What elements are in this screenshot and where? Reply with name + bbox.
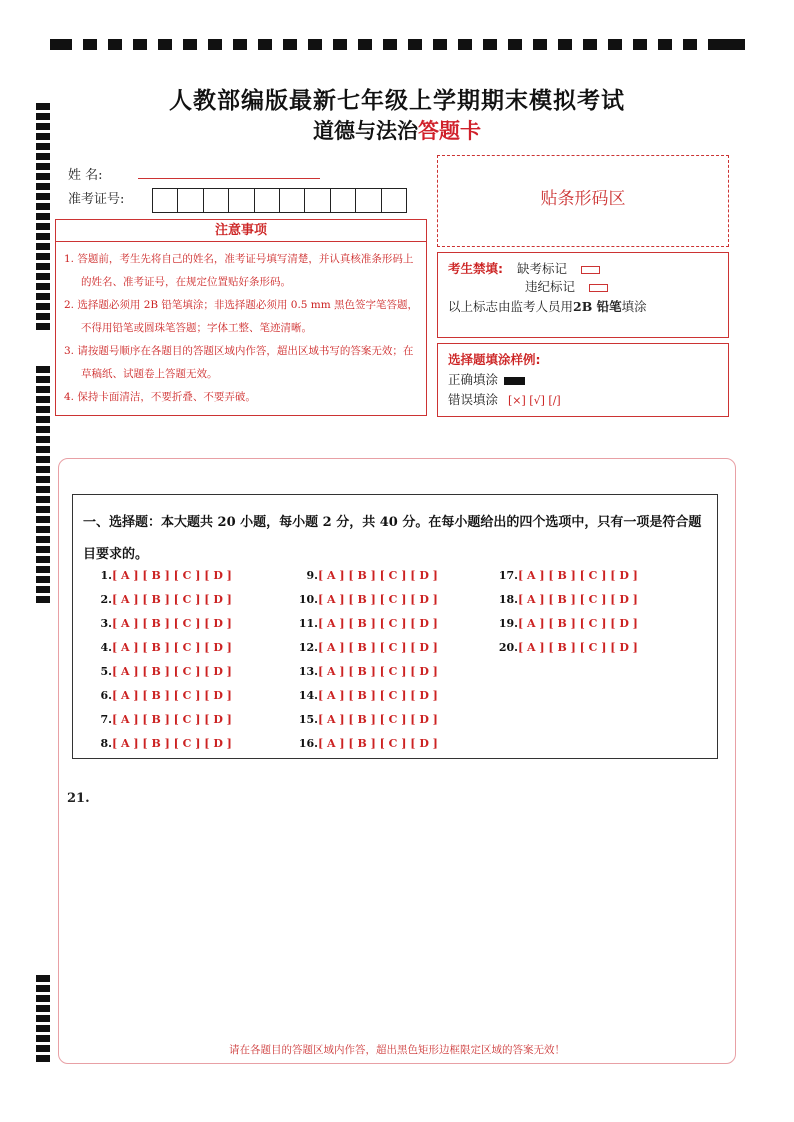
mcq-question[interactable] <box>498 569 638 593</box>
timing-mark <box>36 396 50 403</box>
mcq-question[interactable] <box>298 617 438 641</box>
name-label: 姓 名: <box>68 168 103 183</box>
question-number: 15. <box>298 713 318 726</box>
timing-mark <box>36 406 50 413</box>
exam-number-digit-box[interactable] <box>177 188 203 213</box>
question-number: 19. <box>498 617 518 630</box>
question-number: 8. <box>100 737 112 750</box>
answer-options[interactable]: [ A ] [ B ] [ C ] [ D ] <box>112 689 232 702</box>
question-number: 11. <box>298 617 318 630</box>
question-number: 14. <box>298 689 318 702</box>
page-title: 人教部编版最新七年级上学期期末模拟考试 <box>169 88 625 114</box>
timing-mark <box>658 39 672 50</box>
answer-options[interactable]: [ A ] [ B ] [ C ] [ D ] <box>112 569 232 582</box>
timing-mark <box>608 39 622 50</box>
timing-mark <box>83 39 97 50</box>
exam-number-digit-box[interactable] <box>355 188 381 213</box>
timing-mark <box>683 39 697 50</box>
timing-mark <box>508 39 522 50</box>
timing-mark <box>36 313 50 320</box>
question-number: 12. <box>298 641 318 654</box>
mcq-question[interactable] <box>98 617 232 641</box>
timing-mark <box>458 39 472 50</box>
notice-item: 3. 请按题号顺序在各题目的答题区域内作答，超出区域书写的答案无效；在草稿纸、试题卷上答题无效。 <box>64 345 414 380</box>
timing-mark <box>36 466 50 473</box>
question-number: 7. <box>100 713 112 726</box>
answer-options[interactable]: [ A ] [ B ] [ C ] [ D ] <box>518 617 638 630</box>
answer-options[interactable]: [ A ] [ B ] [ C ] [ D ] <box>112 713 232 726</box>
page-subtitle <box>0 115 794 145</box>
answer-options[interactable]: [ A ] [ B ] [ C ] [ D ] <box>318 689 438 702</box>
mcq-question[interactable] <box>298 737 438 761</box>
timing-mark <box>36 456 50 463</box>
answer-options[interactable]: [ A ] [ B ] [ C ] [ D ] <box>318 569 438 582</box>
exam-number-digit-box[interactable] <box>304 188 330 213</box>
timing-mark <box>36 1015 50 1022</box>
answer-options[interactable]: [ A ] [ B ] [ C ] [ D ] <box>112 737 232 750</box>
timing-mark <box>36 253 50 260</box>
timing-mark <box>50 39 72 50</box>
notice-item: 1. 答题前，考生先将自己的姓名，准考证号填写清楚，并认真核准条形码上的姓名、准考证号，在规定位置贴好条形码。 <box>64 253 414 288</box>
violation-mark-label: 违纪标记 <box>525 279 576 294</box>
timing-mark <box>183 39 197 50</box>
timing-mark <box>36 436 50 443</box>
mcq-question[interactable] <box>298 665 438 689</box>
timing-mark <box>36 566 50 573</box>
answer-options[interactable]: [ A ] [ B ] [ C ] [ D ] <box>112 665 232 678</box>
timing-mark <box>583 39 597 50</box>
footer-note: 请在各题目的答题区域内作答，超出黑色矩形边框限定区域的答案无效！ <box>229 1044 565 1056</box>
timing-mark <box>36 586 50 593</box>
timing-mark <box>720 39 745 50</box>
timing-mark <box>36 163 50 170</box>
mcq-question[interactable] <box>498 641 638 665</box>
timing-mark <box>283 39 297 50</box>
name-input-line[interactable] <box>138 178 320 179</box>
forbidden-panel <box>437 252 729 338</box>
timing-mark <box>36 303 50 310</box>
mcq-question[interactable] <box>98 593 232 617</box>
answer-options[interactable]: [ A ] [ B ] [ C ] [ D ] <box>112 617 232 630</box>
notice-item: 4. 保持卡面清洁，不要折叠、不要弄破。 <box>64 391 256 403</box>
mcq-question[interactable] <box>98 689 232 713</box>
timing-mark <box>383 39 397 50</box>
timing-mark <box>36 223 50 230</box>
correct-fill-example <box>504 377 525 385</box>
timing-mark <box>36 416 50 423</box>
timing-mark <box>36 323 50 330</box>
timing-mark <box>36 496 50 503</box>
timing-mark <box>36 193 50 200</box>
timing-mark <box>36 516 50 523</box>
mcq-question[interactable] <box>498 593 638 617</box>
mcq-question[interactable] <box>298 641 438 665</box>
mcq-title: 一、选择题：本大题共 20 小题，每小题 2 分，共 40 分。在每小题给出的四个选项中，只有一项是符合题目要求的。 <box>83 515 702 562</box>
subject-name: 道德与法治 <box>313 119 418 143</box>
exam-number-digit-box[interactable] <box>279 188 305 213</box>
answer-options[interactable]: [ A ] [ B ] [ C ] [ D ] <box>112 593 232 606</box>
mcq-column-2 <box>298 569 438 761</box>
forbidden-note-bold: 2B 铅笔 <box>573 299 622 314</box>
timing-mark <box>258 39 272 50</box>
question-number: 2. <box>100 593 112 606</box>
exam-number-digit-box[interactable] <box>203 188 229 213</box>
answer-options[interactable]: [ A ] [ B ] [ C ] [ D ] <box>518 593 638 606</box>
timing-mark <box>133 39 147 50</box>
timing-mark <box>36 386 50 393</box>
notice-heading: 注意事项 <box>56 220 426 242</box>
fill-sample-panel <box>437 343 729 417</box>
mcq-question[interactable] <box>298 689 438 713</box>
mcq-question[interactable] <box>298 713 438 737</box>
timing-mark <box>358 39 372 50</box>
timing-mark <box>158 39 172 50</box>
answer-options[interactable]: [ A ] [ B ] [ C ] [ D ] <box>318 641 438 654</box>
timing-mark <box>483 39 497 50</box>
question-21-label: 21. <box>67 791 90 806</box>
timing-mark <box>558 39 572 50</box>
timing-mark <box>36 153 50 160</box>
notice-item: 2. 选择题必须用 2B 铅笔填涂；非选择题必须用 0.5 mm 黑色签字笔答题，不得用铅笔或圆珠笔答题；字体工整、笔迹清晰。 <box>64 299 419 334</box>
timing-mark <box>36 183 50 190</box>
question-number: 6. <box>100 689 112 702</box>
mcq-question[interactable] <box>298 593 438 617</box>
exam-number-label: 准考证号: <box>68 192 125 207</box>
timing-mark <box>333 39 347 50</box>
timing-mark <box>36 476 50 483</box>
mcq-column-1 <box>98 569 232 761</box>
timing-mark <box>36 426 50 433</box>
question-number: 17. <box>498 569 518 582</box>
timing-mark <box>36 263 50 270</box>
mcq-column-3 <box>498 569 638 665</box>
timing-mark <box>36 995 50 1002</box>
timing-mark <box>36 576 50 583</box>
timing-mark <box>36 546 50 553</box>
wrong-fill-examples: [×] [√] [/] <box>508 394 561 407</box>
answer-options[interactable]: [ A ] [ B ] [ C ] [ D ] <box>112 641 232 654</box>
forbidden-note-prefix: 以上标志由监考人员用 <box>448 299 574 314</box>
timing-mark <box>233 39 247 50</box>
timing-mark <box>36 446 50 453</box>
answer-options[interactable]: [ A ] [ B ] [ C ] [ D ] <box>518 569 638 582</box>
top-timing-marks <box>50 39 745 51</box>
timing-mark <box>208 39 222 50</box>
timing-mark <box>36 243 50 250</box>
timing-mark <box>36 203 50 210</box>
question-number: 9. <box>306 569 318 582</box>
mcq-question[interactable] <box>298 569 438 593</box>
timing-mark <box>633 39 647 50</box>
exam-number-digit-box[interactable] <box>152 188 178 213</box>
timing-mark <box>36 233 50 240</box>
timing-mark <box>36 366 50 373</box>
question-number: 13. <box>298 665 318 678</box>
absent-mark-label: 缺考标记 <box>516 261 567 276</box>
timing-mark <box>36 1025 50 1032</box>
timing-mark <box>36 596 50 603</box>
mcq-question[interactable] <box>98 641 232 665</box>
exam-number-digit-box[interactable] <box>228 188 254 213</box>
timing-mark <box>36 985 50 992</box>
question-number: 5. <box>100 665 112 678</box>
forbidden-note-suffix: 填涂 <box>621 299 647 314</box>
barcode-area: 贴条形码区 <box>437 155 729 247</box>
mcq-question[interactable] <box>98 569 232 593</box>
notice-panel <box>55 219 427 416</box>
answer-options[interactable]: [ A ] [ B ] [ C ] [ D ] <box>318 617 438 630</box>
exam-number-digit-box[interactable] <box>381 188 407 213</box>
exam-number-boxes[interactable] <box>152 188 406 213</box>
left-timing-marks-middle <box>36 366 50 606</box>
timing-mark <box>408 39 422 50</box>
timing-mark <box>36 486 50 493</box>
question-number: 16. <box>298 737 318 750</box>
timing-mark <box>36 556 50 563</box>
timing-mark <box>36 1005 50 1012</box>
timing-mark <box>36 293 50 300</box>
timing-mark <box>36 173 50 180</box>
question-number: 1. <box>100 569 112 582</box>
timing-mark <box>533 39 547 50</box>
question-number: 3. <box>100 617 112 630</box>
timing-mark <box>36 376 50 383</box>
notice-list <box>56 242 426 409</box>
mcq-question[interactable] <box>98 665 232 689</box>
correct-fill-label: 正确填涂 <box>448 372 499 387</box>
timing-mark <box>36 526 50 533</box>
question-number: 20. <box>498 641 518 654</box>
timing-mark <box>36 506 50 513</box>
answer-card-label: 答题卡 <box>418 119 481 143</box>
exam-number-digit-box[interactable] <box>254 188 280 213</box>
answer-options[interactable]: [ A ] [ B ] [ C ] [ D ] <box>318 737 438 750</box>
mcq-question[interactable] <box>98 737 232 761</box>
timing-mark <box>36 536 50 543</box>
wrong-fill-label: 错误填涂 <box>448 392 499 407</box>
timing-mark <box>36 975 50 982</box>
timing-mark <box>433 39 447 50</box>
answer-options[interactable]: [ A ] [ B ] [ C ] [ D ] <box>318 665 438 678</box>
question-number: 10. <box>298 593 318 606</box>
timing-mark <box>36 273 50 280</box>
timing-mark <box>108 39 122 50</box>
mcq-question[interactable] <box>98 713 232 737</box>
violation-mark-box[interactable] <box>589 284 608 292</box>
exam-number-digit-box[interactable] <box>330 188 356 213</box>
answer-options[interactable]: [ A ] [ B ] [ C ] [ D ] <box>518 641 638 654</box>
mcq-question[interactable] <box>498 617 638 641</box>
timing-mark <box>36 1035 50 1042</box>
timing-mark <box>36 213 50 220</box>
absent-mark-box[interactable] <box>581 266 600 274</box>
answer-options[interactable]: [ A ] [ B ] [ C ] [ D ] <box>318 593 438 606</box>
answer-options[interactable]: [ A ] [ B ] [ C ] [ D ] <box>318 713 438 726</box>
timing-mark <box>308 39 322 50</box>
question-number: 18. <box>498 593 518 606</box>
question-number: 4. <box>100 641 112 654</box>
sample-heading: 选择题填涂样例: <box>448 352 541 367</box>
forbidden-heading: 考生禁填: <box>448 261 503 276</box>
timing-mark <box>36 283 50 290</box>
